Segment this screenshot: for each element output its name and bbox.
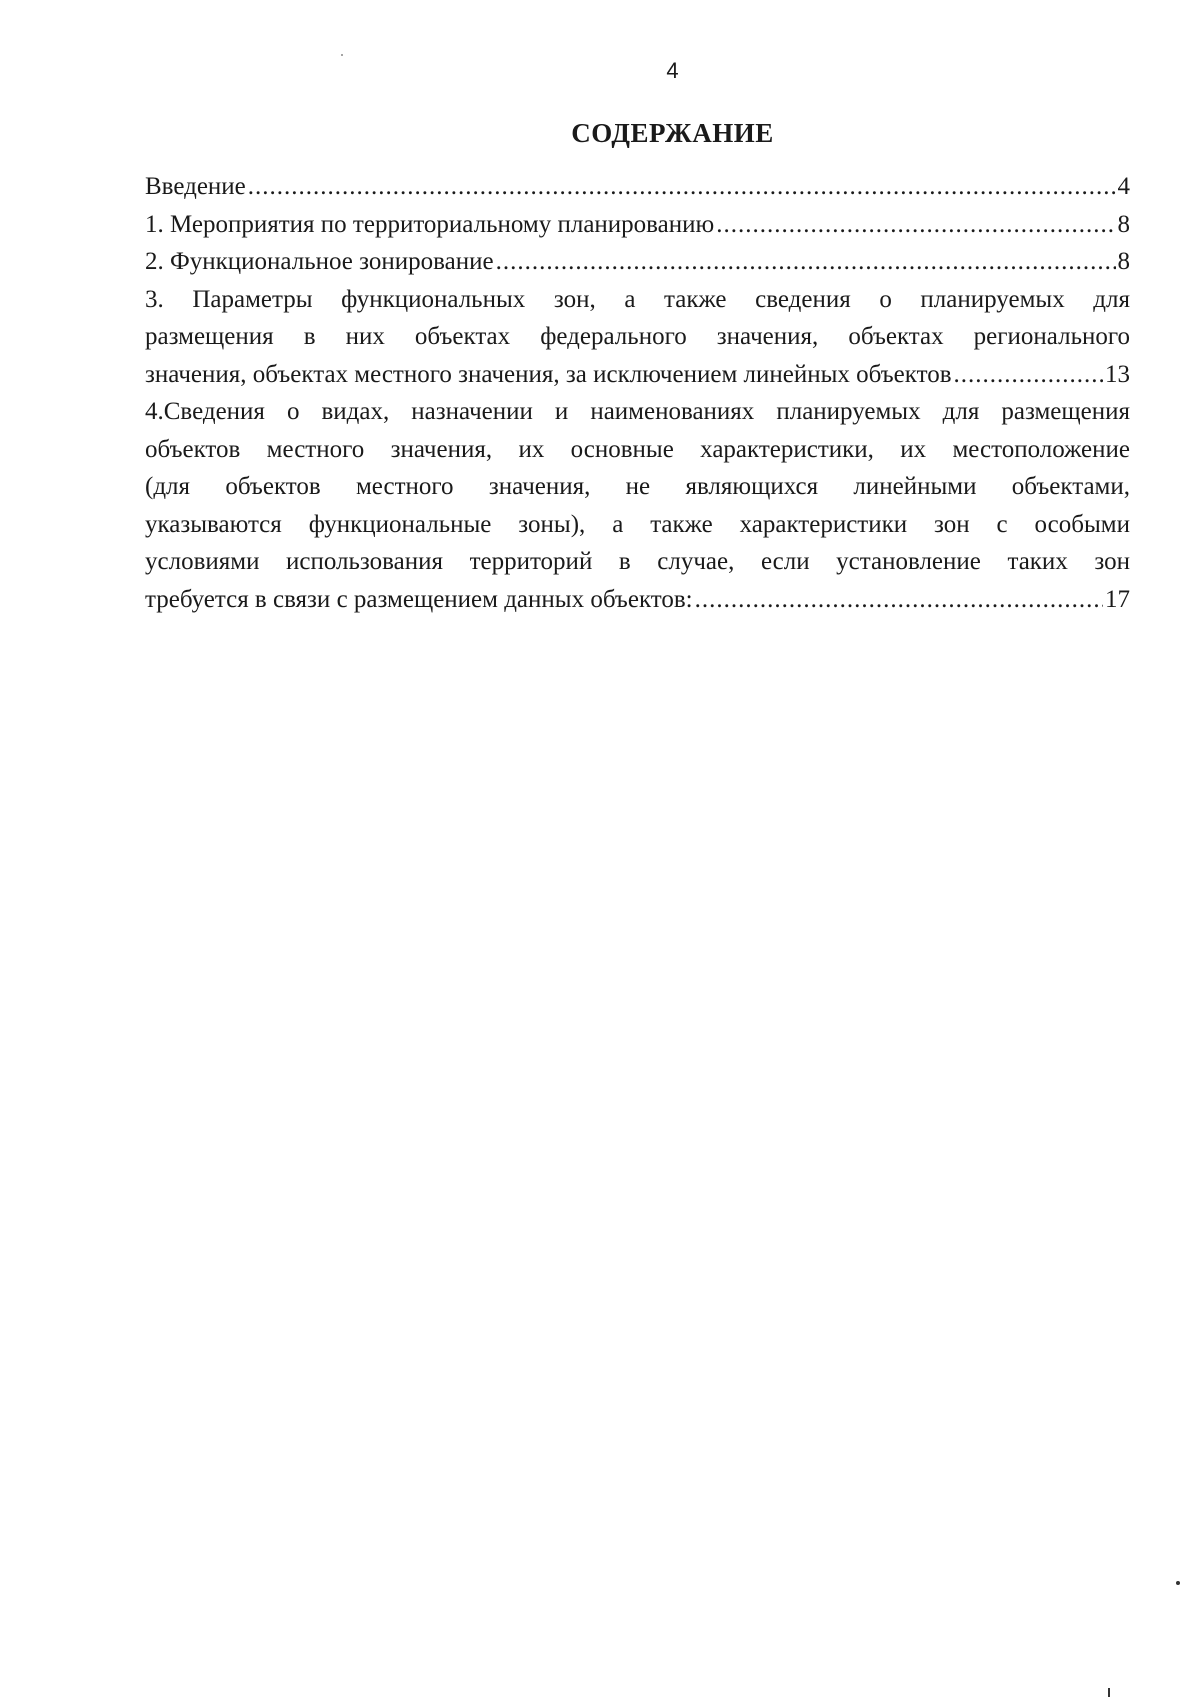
toc-entry-last-line bbox=[145, 356, 1130, 394]
toc-entry-line: 3. Параметры функциональных зон, а также сведения о планируемых для bbox=[145, 285, 1130, 313]
toc-dot-leader bbox=[716, 206, 1115, 244]
toc-entry-text: требуется в связи с размещением данных объектов: bbox=[145, 585, 693, 613]
toc-dot-leader bbox=[496, 243, 1116, 281]
toc-entry-line: 4.Сведения о видах, назначении и наименованиях планируемых для размещения bbox=[145, 398, 1130, 425]
page-number: 4 bbox=[666, 58, 679, 83]
toc-entry-line: указываются функциональные зоны), а также характеристики зон с особыми bbox=[145, 510, 1130, 538]
toc-entry-text: Введение bbox=[145, 173, 246, 200]
toc-entry-line: условиями использования территорий в случае, если установление таких зон bbox=[145, 548, 1130, 575]
toc-title: СОДЕРЖАНИЕ bbox=[571, 118, 774, 148]
toc-entry-text: 1. Мероприятия по территориальному планированию bbox=[145, 210, 715, 238]
toc-entry-line: (для объектов местного значения, не являющихся линейными объектами, bbox=[145, 473, 1130, 500]
toc-dot-leader bbox=[695, 581, 1103, 619]
scan-speck bbox=[341, 54, 343, 56]
toc-entry-section-3 bbox=[145, 281, 1130, 394]
toc-entry-section-4 bbox=[145, 393, 1130, 618]
toc-entry-last-line bbox=[145, 581, 1130, 619]
toc-dot-leader bbox=[954, 356, 1104, 394]
toc-entry-line: размещения в них объектах федерального значения, объектах регионального bbox=[145, 323, 1130, 350]
toc-entry-page: 8 bbox=[1117, 210, 1130, 238]
toc-entry-introduction bbox=[145, 168, 1130, 206]
toc-entry-text: 2. Функциональное зонирование bbox=[145, 248, 494, 275]
toc-entry-page: 17 bbox=[1105, 585, 1130, 613]
toc-entry-text: значения, объектах местного значения, за исключением линейных объектов bbox=[145, 360, 952, 388]
toc-dot-leader bbox=[248, 168, 1116, 206]
scan-speck bbox=[1108, 1688, 1110, 1697]
toc-entry-page: 13 bbox=[1105, 360, 1130, 388]
scan-speck bbox=[1176, 1581, 1180, 1585]
toc-entry-page: 8 bbox=[1117, 248, 1130, 275]
toc-entry-line: объектов местного значения, их основные характеристики, их местоположение bbox=[145, 435, 1130, 463]
toc-entry-section-2 bbox=[145, 243, 1130, 281]
toc-entry-page: 4 bbox=[1117, 173, 1130, 200]
table-of-contents bbox=[145, 168, 1130, 618]
toc-entry-section-1 bbox=[145, 206, 1130, 244]
